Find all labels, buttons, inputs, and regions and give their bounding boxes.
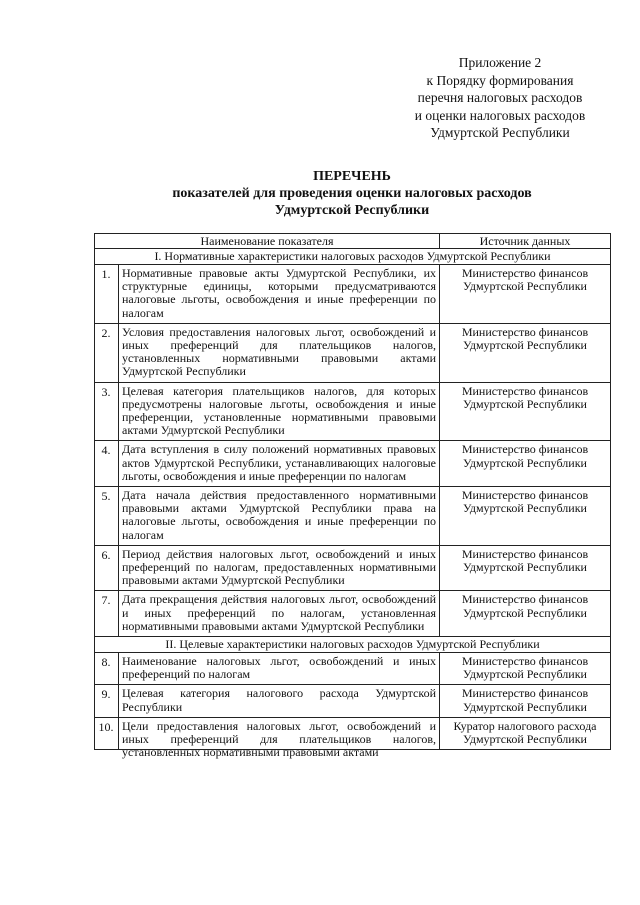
section-title: I. Нормативные характеристики налоговых расходов Удмуртской Республики: [95, 249, 611, 265]
table-row: [95, 717, 611, 749]
appendix-line: к Порядку формирования: [426, 72, 574, 88]
row-name: Целевая категория плательщиков налогов, для которых предусмотрены налоговые льготы, освобождения и иные преференции, установленные нормативными правовыми актами Удмуртской Республики: [119, 382, 440, 441]
section-row: [95, 637, 611, 653]
row-source: Министерство финансов Удмуртской Республики: [440, 323, 611, 382]
table-row: [95, 545, 611, 591]
section-row: [95, 249, 611, 265]
row-number: 9.: [95, 685, 119, 717]
row-name: Дата начала действия предоставленного нормативными правовыми актами Удмуртской Республики права на налоговые льготы, освобождения и иные преференции по налогам: [119, 487, 440, 546]
row-name: Наименование налоговых льгот, освобождений и иных преференций по налогам: [119, 653, 440, 685]
row-name: Целевая категория налогового расхода Удмуртской Республики: [119, 685, 440, 717]
row-source: Министерство финансов Удмуртской Республики: [440, 487, 611, 546]
row-number: 5.: [95, 487, 119, 546]
row-source: Министерство финансов Удмуртской Республики: [440, 382, 611, 441]
appendix-line: Удмуртской Республики: [430, 125, 570, 140]
row-name: Дата прекращения действия налоговых льгот, освобождений и иных преференций по налогам, установленная нормативными правовыми актами Удмуртской Республики: [119, 591, 440, 637]
title-main: ПЕРЕЧЕНЬ: [313, 169, 391, 184]
table-row: [95, 382, 611, 441]
appendix-line: Приложение 2: [458, 55, 542, 70]
row-name: Нормативные правовые акты Удмуртской Республики, их структурные единицы, которыми предусматриваются налоговые льготы, освобождения и иные преференции по налогам: [119, 265, 440, 324]
row-number: 7.: [95, 591, 119, 637]
row-source: Министерство финансов Удмуртской Республики: [440, 685, 611, 717]
appendix-line: и оценки налоговых расходов: [414, 107, 586, 123]
row-source: Министерство финансов Удмуртской Республики: [440, 441, 611, 487]
header-source: Источник данных: [440, 234, 611, 249]
row-source: Министерство финансов Удмуртской Республики: [440, 591, 611, 637]
appendix-block: [400, 54, 600, 142]
table-row: [95, 487, 611, 546]
header-name: Наименование показателя: [95, 234, 440, 249]
row-number: 1.: [95, 265, 119, 324]
indicators-table: [94, 233, 611, 760]
table-row: [95, 323, 611, 382]
table-row: [95, 685, 611, 717]
row-number: 8.: [95, 653, 119, 685]
row-source: Министерство финансов Удмуртской Республики: [440, 653, 611, 685]
row-source: Куратор налогового расхода Удмуртской Республики: [440, 717, 611, 749]
row-name-cut: [119, 717, 440, 760]
appendix-line: перечня налоговых расходов: [417, 90, 583, 105]
row-name: Период действия налоговых льгот, освобождений и иных преференций по налогам, предоставленных нормативными правовыми актами Удмуртской Республики: [119, 545, 440, 591]
row-number: 2.: [95, 323, 119, 382]
section-title: II. Целевые характеристики налоговых расходов Удмуртской Республики: [95, 637, 611, 653]
table-row: [95, 441, 611, 487]
row-name: Цели предоставления налоговых льгот, освобождений и иных преференций для плательщиков налогов, установленных нормативными правовыми актами: [122, 718, 436, 760]
table-row: [95, 265, 611, 324]
row-number: 6.: [95, 545, 119, 591]
table-row: [95, 591, 611, 637]
row-number: 3.: [95, 382, 119, 441]
row-source: Министерство финансов Удмуртской Республики: [440, 265, 611, 324]
table-header-row: [95, 234, 611, 249]
row-name: Условия предоставления налоговых льгот, освобождений и иных преференций для плательщиков налогов, установленных нормативными правовыми актами Удмуртской Республики: [119, 323, 440, 382]
row-source: Министерство финансов Удмуртской Республики: [440, 545, 611, 591]
title-subtitle-2: Удмуртской Республики: [274, 203, 430, 218]
row-name: Дата вступления в силу положений нормативных правовых актов Удмуртской Республики, устанавливающих налоговые льготы, освобождения и иные преференции по налогам: [119, 441, 440, 487]
row-number: 10.: [95, 717, 119, 749]
title-subtitle: показателей для проведения оценки налоговых расходов: [172, 186, 532, 201]
row-number: 4.: [95, 441, 119, 487]
table-row: [95, 653, 611, 685]
document-title: [94, 168, 610, 219]
